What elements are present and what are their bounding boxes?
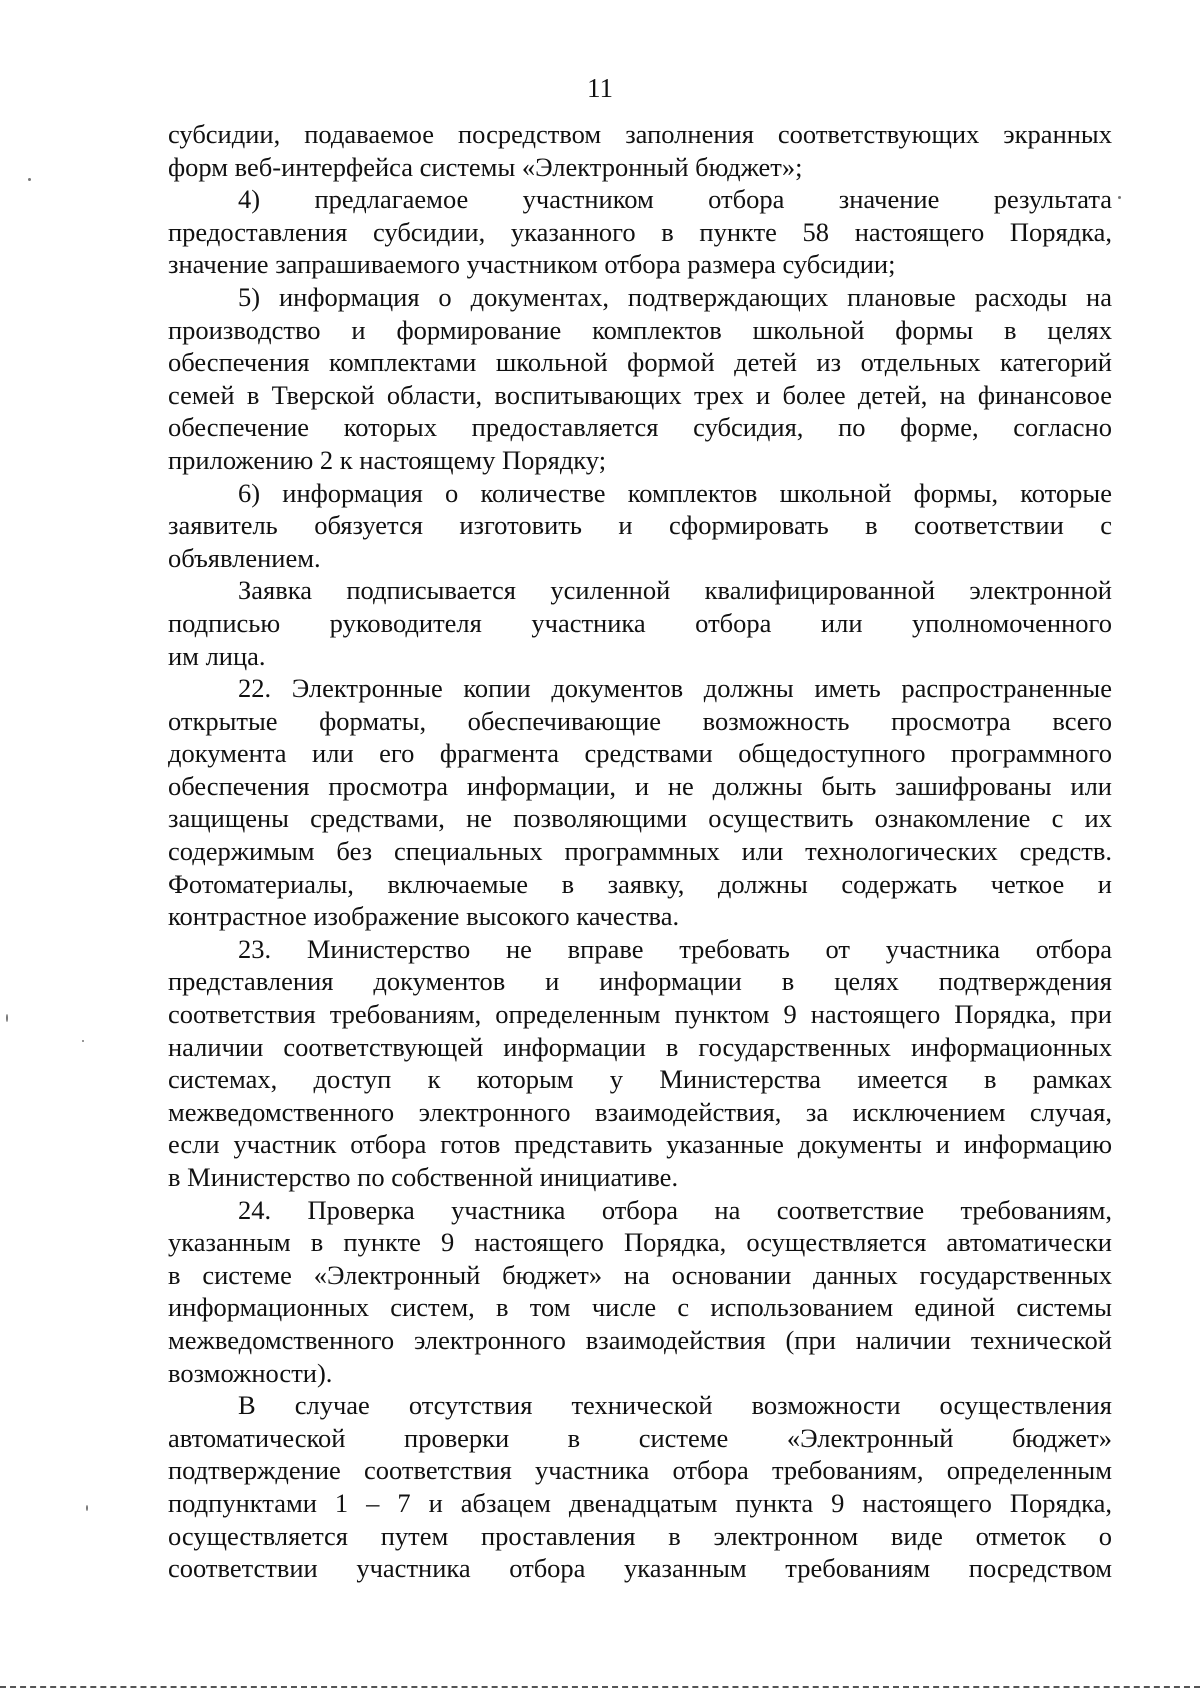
text-line: 24. Проверка участника отбора на соответствие требованиям, bbox=[238, 1194, 1112, 1225]
text-line: защищены средствами, не позволяющими осуществить ознакомление с их bbox=[168, 803, 1112, 834]
text-line: им лица. bbox=[168, 640, 266, 671]
text-line: подпунктами 1 – 7 и абзацем двенадцатым пункта 9 настоящего Порядка, bbox=[168, 1487, 1112, 1518]
text-line: субсидии, подаваемое посредством заполнения соответствующих экранных bbox=[168, 119, 1112, 149]
text-line: предоставления субсидии, указанного в пункте 58 настоящего Порядка, bbox=[168, 216, 1112, 247]
text-line: объявлением. bbox=[168, 542, 321, 573]
text-line: 5) информация о документах, подтверждающих плановые расходы на bbox=[238, 281, 1112, 312]
text-line: 22. Электронные копии документов должны иметь распространенные bbox=[238, 673, 1112, 704]
text-line: документа или его фрагмента средствами общедоступного программного bbox=[168, 738, 1112, 769]
text-line: наличии соответствующей информации в государственных информационных bbox=[168, 1031, 1112, 1062]
scan-speck bbox=[6, 1014, 8, 1022]
text-line: представления документов и информации в целях подтверждения bbox=[168, 966, 1112, 997]
text-line: возможности). bbox=[168, 1357, 333, 1388]
text-line: если участник отбора готов представить указанные документы и информацию bbox=[168, 1129, 1112, 1160]
text-line: содержимым без специальных программных или технологических средств. bbox=[168, 836, 1112, 867]
scan-speck bbox=[86, 1505, 88, 1511]
scan-speck bbox=[82, 1040, 84, 1042]
text-line: В случае отсутствия технической возможности осуществления bbox=[238, 1390, 1112, 1421]
text-line: осуществляется путем проставления в электронном виде отметок о bbox=[168, 1520, 1112, 1551]
text-line: в системе «Электронный бюджет» на основании данных государственных bbox=[168, 1259, 1112, 1290]
document-body bbox=[168, 118, 1112, 1585]
text-line: 6) информация о количестве комплектов школьной формы, которые bbox=[238, 477, 1112, 508]
text-line: открытые форматы, обеспечивающие возможность просмотра всего bbox=[168, 705, 1112, 736]
text-line: значение запрашиваемого участником отбора размера субсидии; bbox=[168, 249, 896, 280]
text-line: 4) предлагаемое участником отбора значение результата bbox=[238, 184, 1112, 215]
text-line: соответствии участника отбора указанным требованиям посредством bbox=[168, 1553, 1112, 1584]
scan-speck bbox=[1118, 196, 1121, 199]
text-line: подтверждение соответствия участника отбора требованиям, определенным bbox=[168, 1455, 1112, 1486]
text-line: Заявка подписывается усиленной квалифицированной электронной bbox=[238, 575, 1112, 606]
text-line: автоматической проверки в системе «Электронный бюджет» bbox=[168, 1422, 1112, 1453]
text-line: 23. Министерство не вправе требовать от участника отбора bbox=[238, 933, 1112, 964]
text-line: Фотоматериалы, включаемые в заявку, должны содержать четкое и bbox=[168, 868, 1112, 899]
text-line: форм веб-интерфейса системы «Электронный бюджет»; bbox=[168, 151, 803, 182]
text-line: системах, доступ к которым у Министерства имеется в рамках bbox=[168, 1064, 1112, 1095]
text-line: контрастное изображение высокого качества. bbox=[168, 901, 680, 932]
page-number: 11 bbox=[587, 73, 613, 103]
text-line: межведомственного электронного взаимодействия (при наличии технической bbox=[168, 1324, 1112, 1355]
text-line: заявитель обязуется изготовить и сформировать в соответствии с bbox=[168, 510, 1112, 541]
text-line: обеспечения комплектами школьной формой детей из отдельных категорий bbox=[168, 347, 1112, 378]
text-line: семей в Тверской области, воспитывающих трех и более детей, на финансовое bbox=[168, 379, 1112, 410]
scan-edge-line bbox=[0, 1686, 1200, 1688]
text-line: соответствия требованиям, определенным пунктом 9 настоящего Порядка, при bbox=[168, 999, 1112, 1030]
text-line: подписью руководителя участника отбора или уполномоченного bbox=[168, 607, 1112, 638]
scan-speck bbox=[28, 178, 31, 181]
text-line: информационных систем, в том числе с использованием единой системы bbox=[168, 1292, 1112, 1323]
text-line: приложению 2 к настоящему Порядку; bbox=[168, 444, 607, 475]
text-line: производство и формирование комплектов школьной формы в целях bbox=[168, 314, 1112, 345]
text-line: в Министерство по собственной инициативе. bbox=[168, 1162, 679, 1192]
text-line: обеспечение которых предоставляется субсидия, по форме, согласно bbox=[168, 412, 1112, 443]
text-line: межведомственного электронного взаимодействия, за исключением случая, bbox=[168, 1096, 1112, 1127]
text-line: обеспечения просмотра информации, и не должны быть зашифрованы или bbox=[168, 770, 1112, 801]
text-line: указанным в пункте 9 настоящего Порядка, осуществляется автоматически bbox=[168, 1227, 1112, 1258]
